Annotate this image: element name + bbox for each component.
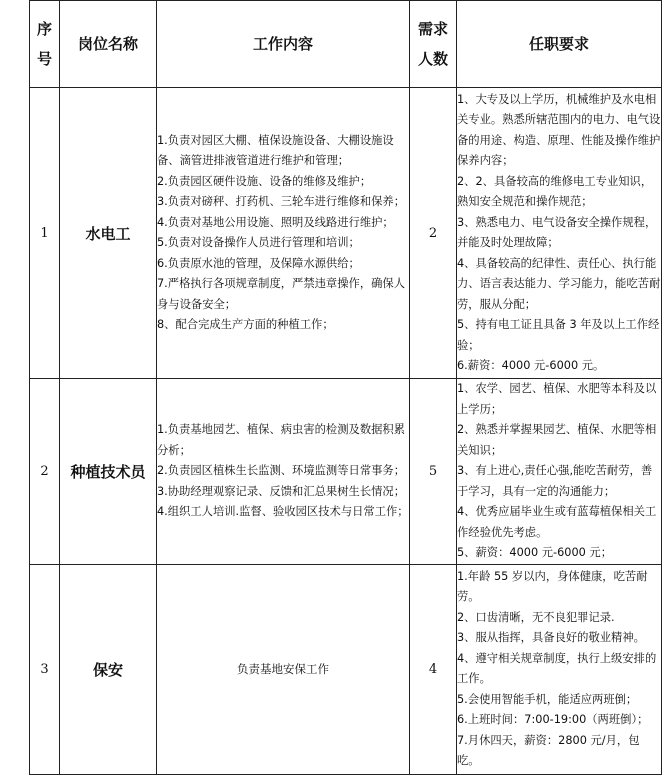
row-requirements: [457, 564, 662, 774]
requirement-item: 7.月休四天，薪资：2800 元/月，包吃。: [457, 733, 640, 767]
row-position-title: 保安: [60, 564, 157, 774]
header-count: 需求 人数: [410, 1, 457, 88]
duty-item: 8、配合完成生产方面的种植工作；: [157, 318, 334, 331]
row-position-title: 种植技术员: [60, 379, 157, 565]
requirement-item: 1、大专及以上学历，机械维护及水电相关专业。熟悉所辖范围内的电力、电气设备的用途、构造、原理、性能及操作维护保养内容；: [457, 92, 661, 167]
requirement-item: 3、服从指挥，具备良好的敬业精神。: [457, 631, 645, 644]
row-duties: [157, 379, 410, 565]
requirement-item: 4、优秀应届毕业生或有蓝莓植保相关工作经验优先考虑。: [457, 505, 657, 539]
duty-item: 1.负责对园区大棚、植保设施设备、大棚设施设备、滴管进排液管道进行维护和管理；: [157, 133, 394, 167]
requirement-item: 5、持有电工证且具备 3 年及以上工作经验；: [457, 318, 660, 352]
requirement-item: 2、2、具备较高的维修电工专业知识，熟知安全规范和操作规范；: [457, 174, 653, 208]
duty-item: 4.组织工人培训.监督、验收园区技术与日常工作；: [157, 505, 409, 518]
row-duties: [157, 564, 410, 774]
duty-item: 4.负责对基地公用设施、照明及线路进行维护；: [157, 215, 394, 229]
requirement-item: 4、具备较高的纪律性、责任心、执行能力、语言表达能力、学习能力，能吃苦耐劳，服从分配；: [457, 256, 661, 311]
header-duties: 工作内容: [157, 1, 410, 88]
duty-item: 3.协助经理观察记录、反馈和汇总果树生长情况；: [157, 484, 406, 498]
table-row: [30, 88, 662, 379]
requirement-item: 1.年龄 55 岁以内，身体健康，吃苦耐劳。: [457, 569, 648, 603]
requirement-item: 5.会使用智能手机，能适应两班倒；: [457, 692, 638, 706]
row-count: 2: [410, 88, 457, 379]
duty-item: 7.严格执行各项规章制度，严禁违章操作，确保人身与设备安全；: [157, 277, 406, 311]
requirement-item: 2、口齿清晰，无不良犯罪记录.: [457, 610, 615, 624]
duty-item: 1.负责基地园艺、植保、病虫害的检测及数据积累分析；: [157, 423, 406, 457]
header-position: 岗位名称: [60, 1, 157, 88]
duty-item: 5.负责对设备操作人员进行管理和培训；: [157, 236, 360, 249]
duty-item: 6.负责原水池的管理，及保障水源供给；: [157, 256, 360, 270]
header-row: [30, 1, 662, 88]
requirement-item: 6.薪资：4000 元-6000 元。: [457, 359, 605, 372]
row-position-title: 水电工: [60, 88, 157, 379]
row-count: 5: [410, 379, 457, 565]
row-duties: [157, 88, 410, 379]
duty-item: 3.负责对磅秤、打药机、三轮车进行维修和保养；: [157, 195, 406, 208]
duty-item: 负责基地安保工作: [237, 661, 329, 676]
row-seq: 1: [30, 88, 60, 379]
duty-item: 2.负责园区植株生长监测、环境监测等日常事务；: [157, 464, 406, 477]
requirement-item: 6.上班时间：7:00-19:00（两班倒）；: [457, 713, 649, 726]
header-seq: 序 号: [30, 1, 60, 88]
row-count: 4: [410, 564, 457, 774]
header-requirements: 任职要求: [457, 1, 662, 88]
row-seq: 2: [30, 379, 60, 565]
row-requirements: [457, 379, 662, 565]
row-seq: 3: [30, 564, 60, 774]
table-row: [30, 564, 662, 774]
requirement-item: 3、熟悉电力、电气设备安全操作规程，并能及时处理故障；: [457, 215, 657, 249]
requirement-item: 3、有上进心,责任心强,能吃苦耐劳，善于学习，具有一定的沟通能力；: [457, 464, 653, 498]
duty-item: 2.负责园区硬件设施、设备的维修及维护；: [157, 174, 372, 188]
requirement-item: 5、薪资：4000 元-6000 元；: [457, 546, 613, 559]
requirement-item: 4、遵守相关规章制度，执行上级安排的工作。: [457, 651, 657, 685]
table-row: [30, 379, 662, 565]
requirement-item: 2、熟悉并掌握果园艺、植保、水肥等相关知识；: [457, 423, 657, 457]
row-requirements: [457, 88, 662, 379]
requirement-item: 1、农学、园艺、植保、水肥等本科及以上学历；: [457, 382, 657, 416]
job-table: [29, 0, 662, 775]
